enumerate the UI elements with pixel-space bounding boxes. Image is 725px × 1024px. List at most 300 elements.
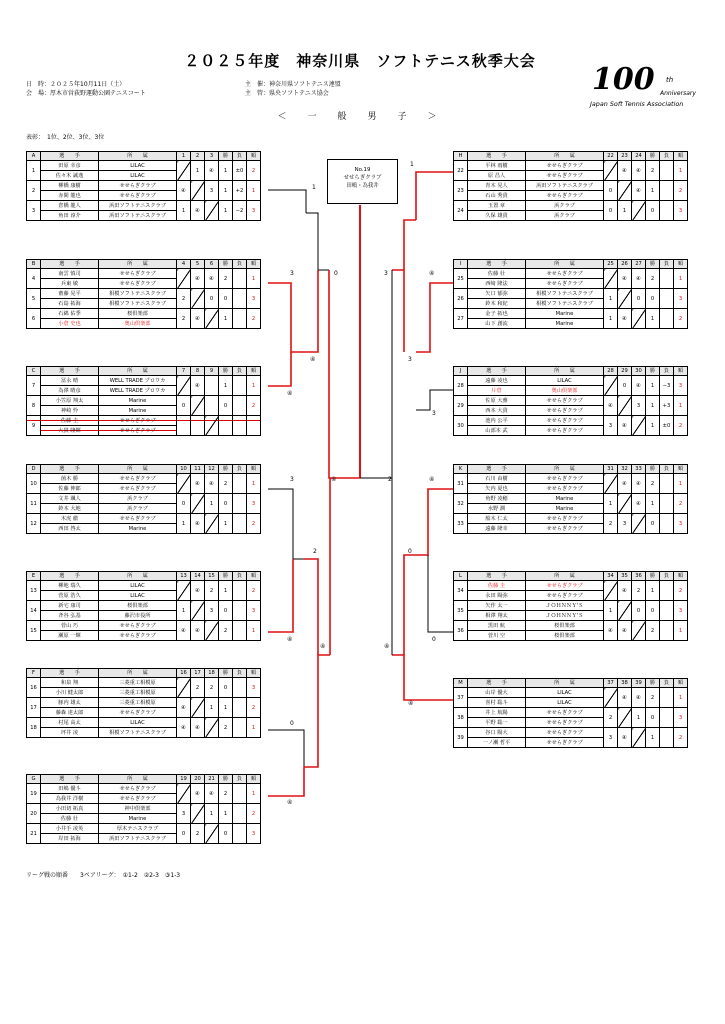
match-result: ④ bbox=[632, 269, 646, 289]
match-result: 0 bbox=[177, 494, 191, 514]
club-name: せせらぎクラブ bbox=[99, 784, 177, 794]
group-key: E bbox=[27, 572, 41, 581]
player-name: 新宅 康司 bbox=[41, 601, 99, 611]
win-header: 勝 bbox=[646, 465, 660, 474]
match-result: ④ bbox=[618, 581, 632, 601]
match-result: ④ bbox=[632, 161, 646, 181]
pair-number: 26 bbox=[454, 289, 468, 309]
player-name: 斉谷 弘基 bbox=[41, 611, 99, 621]
rank: 3 bbox=[674, 708, 688, 728]
club-name: 相模ソフトテニスクラブ bbox=[99, 289, 177, 299]
club-header: 所 属 bbox=[526, 260, 604, 269]
player-name: 佐藤 伸郎 bbox=[41, 484, 99, 494]
player-name: 田嶋 優斗 bbox=[41, 784, 99, 794]
player-header: 選 手 bbox=[41, 775, 99, 784]
player-name: 佐藤 壮 bbox=[41, 814, 99, 824]
club-name: せせらぎクラブ bbox=[526, 161, 604, 171]
match-result: 1 bbox=[604, 289, 618, 309]
match-result: 1 bbox=[604, 309, 618, 329]
player-name: 西﨑 隆法 bbox=[468, 279, 526, 289]
venue-label: 会 場： bbox=[26, 90, 51, 97]
player-header: 選 手 bbox=[41, 465, 99, 474]
organizer-label: 主 催： bbox=[245, 81, 270, 88]
league-order-note: リーグ戦の順番 3ペアリーグ： ①1-2 ②2-3 ③1-3 bbox=[26, 872, 181, 879]
rank: 1 bbox=[674, 396, 688, 416]
col-2: 20 bbox=[191, 775, 205, 784]
col-1: 4 bbox=[177, 260, 191, 269]
club-header: 所 属 bbox=[99, 465, 177, 474]
player-name: 佐藤 壮 bbox=[468, 269, 526, 279]
club-name: 浜クラブ bbox=[526, 211, 604, 221]
pair-number: 35 bbox=[454, 601, 468, 621]
match-result: 2 bbox=[205, 678, 219, 698]
player-name: 一ノ瀬 哲平 bbox=[468, 738, 526, 748]
club-header: 所 属 bbox=[99, 152, 177, 161]
club-name: LILAC bbox=[99, 718, 177, 728]
lose-header: 負 bbox=[660, 152, 674, 161]
match-result: ④ bbox=[604, 396, 618, 416]
match-result: ④ bbox=[618, 621, 632, 641]
player-name: 菌木 勝 bbox=[41, 474, 99, 484]
rank-header: 順 bbox=[247, 152, 261, 161]
lose-header: 負 bbox=[660, 679, 674, 688]
club-name: WELL TRADE プロワカ bbox=[99, 386, 177, 396]
label-top-right: 2 bbox=[388, 476, 392, 483]
player-name: 冨永 晴 bbox=[41, 376, 99, 386]
rank-header: 順 bbox=[674, 679, 688, 688]
rank: 1 bbox=[674, 161, 688, 181]
rank: 3 bbox=[247, 289, 261, 309]
wins: 1 bbox=[219, 181, 233, 201]
label-d: 3 bbox=[290, 476, 294, 483]
group-key: H bbox=[454, 152, 468, 161]
player-name: 菅山 巧 bbox=[41, 621, 99, 631]
col-3: 33 bbox=[632, 465, 646, 474]
match-result: 2 bbox=[632, 581, 646, 601]
rank: 3 bbox=[674, 601, 688, 621]
lose-header: 負 bbox=[233, 367, 247, 376]
pair-number: 2 bbox=[27, 181, 41, 201]
manager-label: 主 管： bbox=[245, 90, 270, 97]
player-header: 選 手 bbox=[468, 679, 526, 688]
col-3: 27 bbox=[632, 260, 646, 269]
col-1: 34 bbox=[604, 572, 618, 581]
player-header: 選 手 bbox=[468, 465, 526, 474]
label-ij: 3 bbox=[408, 356, 412, 363]
match-result: 1 bbox=[177, 201, 191, 221]
logo-number: 100 bbox=[592, 62, 655, 97]
match-result: 0 bbox=[604, 201, 618, 221]
rank-header: 順 bbox=[247, 260, 261, 269]
club-name: Marine bbox=[526, 494, 604, 504]
club-name: せせらぎクラブ bbox=[526, 484, 604, 494]
club-name: せせらぎクラブ bbox=[526, 406, 604, 416]
match-result: ④ bbox=[205, 474, 219, 494]
player-name: 玉置 章 bbox=[468, 201, 526, 211]
wins: 0 bbox=[219, 494, 233, 514]
col-1: 37 bbox=[604, 679, 618, 688]
club-name: 浜田ソフトテニスクラブ bbox=[99, 211, 177, 221]
player-name: 石川 由樹 bbox=[468, 474, 526, 484]
player-name: 菅川 空 bbox=[468, 631, 526, 641]
club-name: Marine bbox=[99, 524, 177, 534]
match-result: ④ bbox=[191, 474, 205, 494]
player-name: 井上 航陽 bbox=[468, 708, 526, 718]
group-key: C bbox=[27, 367, 41, 376]
pair-number: 36 bbox=[454, 621, 468, 641]
pair-number: 25 bbox=[454, 269, 468, 289]
club-name: せせらぎクラブ bbox=[99, 484, 177, 494]
club-name: せせらぎクラブ bbox=[99, 794, 177, 804]
match-result: ④ bbox=[632, 376, 646, 396]
club-name: せせらぎクラブ bbox=[99, 269, 177, 279]
match-result: ④ bbox=[191, 514, 205, 534]
group-key: B bbox=[27, 260, 41, 269]
logo-anniversary: Anniversary bbox=[660, 90, 696, 97]
col-2: 29 bbox=[618, 367, 632, 376]
rank: 2 bbox=[674, 728, 688, 748]
wins: 1 bbox=[219, 581, 233, 601]
player-name: 西本 大貴 bbox=[468, 406, 526, 416]
rank: 2 bbox=[674, 181, 688, 201]
wins: 1 bbox=[219, 804, 233, 824]
match-result: ④ bbox=[632, 688, 646, 708]
match-result: ④ bbox=[191, 784, 205, 804]
player-name: 豚内 雄太 bbox=[41, 698, 99, 708]
player-name: 佐藤 圭 bbox=[41, 416, 99, 426]
player-header: 選 手 bbox=[41, 152, 99, 161]
club-name: せせらぎクラブ bbox=[526, 269, 604, 279]
player-name: 神崎 怜 bbox=[41, 406, 99, 416]
match-result: ④ bbox=[177, 181, 191, 201]
rank: 2 bbox=[247, 396, 261, 416]
col-2: 17 bbox=[191, 669, 205, 678]
pair-number: 11 bbox=[27, 494, 41, 514]
label-l: 0 bbox=[432, 636, 436, 643]
rank: 2 bbox=[247, 804, 261, 824]
win-header: 勝 bbox=[219, 152, 233, 161]
rank: 1 bbox=[247, 376, 261, 396]
player-name: 池内 公平 bbox=[468, 416, 526, 426]
match-result: ④ bbox=[205, 784, 219, 804]
club-header: 所 属 bbox=[99, 572, 177, 581]
player-name: 永田 陽弥 bbox=[468, 591, 526, 601]
player-header: 選 手 bbox=[41, 572, 99, 581]
lose-header: 負 bbox=[233, 152, 247, 161]
win-header: 勝 bbox=[219, 572, 233, 581]
label-top-left: ④ bbox=[331, 476, 337, 483]
wins: 1 bbox=[646, 728, 660, 748]
club-name: 浜クラブ bbox=[99, 494, 177, 504]
rank-header: 順 bbox=[674, 152, 688, 161]
rank: 3 bbox=[247, 824, 261, 844]
col-1: 1 bbox=[177, 152, 191, 161]
match-result: ④ bbox=[618, 688, 632, 708]
player-header: 選 手 bbox=[41, 669, 99, 678]
pair-number: 14 bbox=[27, 601, 41, 621]
club-name: Marine bbox=[99, 814, 177, 824]
club-name: せせらぎクラブ bbox=[526, 728, 604, 738]
category-title: ＜ 一 般 男 子 ＞ bbox=[277, 112, 443, 122]
player-name: 佐々木 誠逸 bbox=[41, 171, 99, 181]
player-name: 久保 雄貴 bbox=[468, 211, 526, 221]
match-result: 3 bbox=[632, 396, 646, 416]
rank: 2 bbox=[674, 416, 688, 436]
club-name: 三菱重工相模原 bbox=[99, 698, 177, 708]
player-name: 倉橋 龍人 bbox=[41, 201, 99, 211]
club-name: 奥山倶楽部 bbox=[99, 319, 177, 329]
player-name: 菅原 浩久 bbox=[41, 591, 99, 601]
rank: 1 bbox=[247, 474, 261, 494]
match-result: 1 bbox=[604, 601, 618, 621]
score-diff: ±0 bbox=[233, 161, 247, 181]
wins: 2 bbox=[219, 621, 233, 641]
match-result: 3 bbox=[205, 181, 219, 201]
wins: 0 bbox=[646, 289, 660, 309]
player-name: 青木 晃人 bbox=[468, 181, 526, 191]
wins: 0 bbox=[646, 601, 660, 621]
col-3: 15 bbox=[205, 572, 219, 581]
rank: 1 bbox=[247, 621, 261, 641]
lose-header: 負 bbox=[233, 572, 247, 581]
pair-number: 37 bbox=[454, 688, 468, 708]
club-name: せせらぎクラブ bbox=[526, 708, 604, 718]
club-name: LILAC bbox=[526, 688, 604, 698]
club-name: 厚木テニスクラブ bbox=[99, 824, 177, 834]
pair-number: 29 bbox=[454, 396, 468, 416]
player-name: 小笠原 翔太 bbox=[41, 396, 99, 406]
player-name: 水野 潤 bbox=[468, 504, 526, 514]
player-name: 佐藤 圭 bbox=[468, 581, 526, 591]
club-name: せせらぎクラブ bbox=[526, 474, 604, 484]
player-name: 矢内 夏也 bbox=[468, 484, 526, 494]
rank-header: 順 bbox=[674, 572, 688, 581]
player-name: 坪井 凌 bbox=[41, 728, 99, 738]
rank: 3 bbox=[674, 201, 688, 221]
wins: 2 bbox=[646, 688, 660, 708]
date-label: 日 時： bbox=[26, 81, 51, 88]
col-3: 3 bbox=[205, 152, 219, 161]
col-3: 12 bbox=[205, 465, 219, 474]
wins: 2 bbox=[219, 784, 233, 804]
player-name: 矢作 太一 bbox=[468, 601, 526, 611]
player-name: 柳地 瑞久 bbox=[41, 581, 99, 591]
club-header: 所 属 bbox=[526, 152, 604, 161]
player-name: 鈴木 和紀 bbox=[468, 299, 526, 309]
col-1: 19 bbox=[177, 775, 191, 784]
lose-header: 負 bbox=[233, 669, 247, 678]
wins: 0 bbox=[219, 396, 233, 416]
match-result: ④ bbox=[205, 161, 219, 181]
player-header: 選 手 bbox=[468, 152, 526, 161]
label-e: ④ bbox=[287, 636, 293, 643]
rank-header: 順 bbox=[674, 465, 688, 474]
club-name: 桜倶楽部 bbox=[99, 309, 177, 319]
win-header: 勝 bbox=[219, 669, 233, 678]
club-name: せせらぎクラブ bbox=[526, 514, 604, 524]
rank: 1 bbox=[247, 784, 261, 804]
match-result: 0 bbox=[177, 824, 191, 844]
pair-number: 32 bbox=[454, 494, 468, 514]
player-header: 選 手 bbox=[468, 572, 526, 581]
match-result: ④ bbox=[618, 416, 632, 436]
wins: 0 bbox=[646, 201, 660, 221]
win-header: 勝 bbox=[646, 679, 660, 688]
pair-number: 17 bbox=[27, 698, 41, 718]
club-name: せせらぎクラブ bbox=[99, 621, 177, 631]
wins: 2 bbox=[646, 474, 660, 494]
match-result: 0 bbox=[618, 376, 632, 396]
col-1: 16 bbox=[177, 669, 191, 678]
player-header: 選 手 bbox=[41, 367, 99, 376]
club-name: せせらぎクラブ bbox=[526, 738, 604, 748]
club-name: 神中倶楽部 bbox=[99, 804, 177, 814]
match-result: 2 bbox=[604, 708, 618, 728]
rank: 3 bbox=[674, 289, 688, 309]
pair-number: 31 bbox=[454, 474, 468, 494]
rank: 2 bbox=[247, 514, 261, 534]
rank: 3 bbox=[247, 494, 261, 514]
wins: 0 bbox=[219, 824, 233, 844]
rank-header: 順 bbox=[247, 572, 261, 581]
club-name: せせらぎクラブ bbox=[526, 396, 604, 406]
player-name: 遠藤 凌也 bbox=[468, 376, 526, 386]
match-result: 1 bbox=[604, 494, 618, 514]
pair-number: 13 bbox=[27, 581, 41, 601]
award-legend: 表彰： 1位、2位、3位、3位 bbox=[26, 134, 105, 141]
col-2: 2 bbox=[191, 152, 205, 161]
match-result: ④ bbox=[618, 269, 632, 289]
rank: 1 bbox=[674, 474, 688, 494]
venue-value: 厚木市営荻野運動公園テニスコート bbox=[50, 90, 146, 97]
player-name: 田原 幸彦 bbox=[41, 161, 99, 171]
rank: 2 bbox=[247, 161, 261, 181]
wins: 1 bbox=[219, 376, 233, 396]
club-name: せせらぎクラブ bbox=[99, 279, 177, 289]
club-name: せせらぎクラブ bbox=[99, 416, 177, 426]
player-name: 小田切 拓真 bbox=[41, 804, 99, 814]
match-result: 1 bbox=[205, 494, 219, 514]
label-a: 1 bbox=[312, 184, 316, 191]
rank: 1 bbox=[247, 269, 261, 289]
col-2: 11 bbox=[191, 465, 205, 474]
score-diff: ±0 bbox=[660, 416, 674, 436]
match-result: 0 bbox=[177, 396, 191, 416]
player-name: 小倉 史也 bbox=[41, 319, 99, 329]
player-name: 金子 拓也 bbox=[468, 309, 526, 319]
col-3: 30 bbox=[632, 367, 646, 376]
club-name: せせらぎクラブ bbox=[99, 474, 177, 484]
match-result: 1 bbox=[205, 698, 219, 718]
col-3: 39 bbox=[632, 679, 646, 688]
club-name: Marine bbox=[526, 504, 604, 514]
pair-number: 22 bbox=[454, 161, 468, 181]
rank-header: 順 bbox=[674, 367, 688, 376]
group-key: D bbox=[27, 465, 41, 474]
pair-number: 12 bbox=[27, 514, 41, 534]
wins: 1 bbox=[646, 581, 660, 601]
player-name: 山岸 優大 bbox=[468, 688, 526, 698]
label-f: 0 bbox=[290, 720, 294, 727]
club-name: せせらぎクラブ bbox=[526, 426, 604, 436]
wins: 2 bbox=[646, 269, 660, 289]
rank: 3 bbox=[247, 678, 261, 698]
pair-number: 21 bbox=[27, 824, 41, 844]
champion-club: せせらぎクラブ bbox=[343, 175, 382, 181]
player-name: 佐原 大雅 bbox=[468, 396, 526, 406]
match-result: 1 bbox=[632, 708, 646, 728]
pair-number: 27 bbox=[454, 309, 468, 329]
match-result: 1 bbox=[177, 514, 191, 534]
label-i: ④ bbox=[429, 270, 435, 277]
match-result: ④ bbox=[191, 718, 205, 738]
match-result: 3 bbox=[604, 416, 618, 436]
club-name: 相模ソフトテニスクラブ bbox=[526, 289, 604, 299]
group-key: J bbox=[454, 367, 468, 376]
player-name: 大貫 隆輝 bbox=[41, 426, 99, 436]
match-result: ④ bbox=[618, 728, 632, 748]
club-name: Marine bbox=[99, 396, 177, 406]
match-result: ④ bbox=[191, 621, 205, 641]
col-1: 22 bbox=[604, 152, 618, 161]
wins: 1 bbox=[646, 309, 660, 329]
label-kl: 0 bbox=[408, 548, 412, 555]
wins: 2 bbox=[219, 269, 233, 289]
match-result: 0 bbox=[632, 601, 646, 621]
player-name: 原 昌人 bbox=[468, 171, 526, 181]
club-name: 相模ソフトテニスクラブ bbox=[99, 728, 177, 738]
match-result: ④ bbox=[618, 161, 632, 181]
club-name: せせらぎクラブ bbox=[526, 581, 604, 591]
club-name: 桜倶楽部 bbox=[526, 621, 604, 631]
player-name: 為澤 晴彦 bbox=[41, 386, 99, 396]
wins: 1 bbox=[219, 201, 233, 221]
wins: 1 bbox=[219, 698, 233, 718]
player-name: 平林 雨樹 bbox=[468, 161, 526, 171]
match-result: ④ bbox=[177, 718, 191, 738]
rank: 2 bbox=[247, 698, 261, 718]
club-name: LILAC bbox=[99, 581, 177, 591]
wins: 1 bbox=[219, 309, 233, 329]
player-name: 平野 聡一 bbox=[468, 718, 526, 728]
col-3: 21 bbox=[205, 775, 219, 784]
club-header: 所 属 bbox=[526, 679, 604, 688]
player-name: 為我井 洋樹 bbox=[41, 794, 99, 804]
pair-number: 28 bbox=[454, 376, 468, 396]
rank-header: 順 bbox=[674, 260, 688, 269]
col-3: 36 bbox=[632, 572, 646, 581]
match-result: 1 bbox=[618, 201, 632, 221]
club-name: せせらぎクラブ bbox=[99, 514, 177, 524]
wins: 1 bbox=[646, 376, 660, 396]
lose-header: 負 bbox=[660, 260, 674, 269]
rank: 2 bbox=[674, 309, 688, 329]
rank-header: 順 bbox=[247, 367, 261, 376]
label-hi: 3 bbox=[384, 270, 388, 277]
col-3: 24 bbox=[632, 152, 646, 161]
club-name: 桜倶楽部 bbox=[99, 601, 177, 611]
club-name: せせらぎクラブ bbox=[99, 631, 177, 641]
match-result: 1 bbox=[205, 804, 219, 824]
match-result: ④ bbox=[632, 474, 646, 494]
club-name: せせらぎクラブ bbox=[526, 279, 604, 289]
col-3: 9 bbox=[205, 367, 219, 376]
player-name: 矢口 郁弥 bbox=[468, 289, 526, 299]
player-name: 齋藤 晃平 bbox=[41, 289, 99, 299]
pair-number: 7 bbox=[27, 376, 41, 396]
win-header: 勝 bbox=[646, 572, 660, 581]
group-key: L bbox=[454, 572, 468, 581]
